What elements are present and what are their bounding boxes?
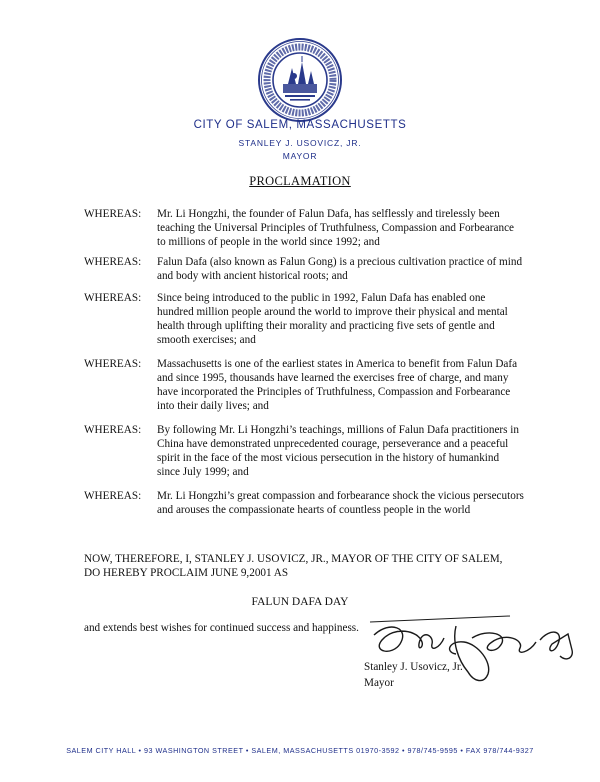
clause-keyword: WHEREAS: (84, 292, 142, 304)
proclamation-statement: NOW, THEREFORE, I, STANLEY J. USOVICZ, JR., MAYOR OF THE CITY OF SALEM, DO HEREBY PROCLAIM JUNE 9,2001 AS (84, 553, 503, 579)
clause-keyword: WHEREAS: (84, 208, 142, 220)
letterhead-footer: SALEM CITY HALL • 93 WASHINGTON STREET • SALEM, MASSACHUSETTS 01970-3592 • 978/745-9595 • FAX 978/744-9327 (66, 746, 534, 755)
whereas-clause (84, 424, 524, 480)
whereas-clause (84, 256, 524, 284)
whereas-clause (84, 358, 524, 414)
document-title: PROCLAMATION (249, 174, 351, 188)
clause-keyword: WHEREAS: (84, 490, 142, 502)
whereas-clause (84, 292, 524, 348)
clause-text: Since being introduced to the public in 1992, Falun Dafa has enabled one hundred million people around the world to improve their physical and mental health through uplifting their morality and practicing five sets of gentle and smooth exercises; and (157, 292, 508, 346)
whereas-clause (84, 490, 524, 518)
clause-keyword: WHEREAS: (84, 256, 142, 268)
clause-keyword: WHEREAS: (84, 358, 142, 370)
clause-text: By following Mr. Li Hongzhi’s teachings, millions of Falun Dafa practitioners in China have demonstrated unprecedented courage, perseverance and a peaceful spirit in the face of the most vicious persecution in the history of humankind since July 1999; and (157, 424, 519, 478)
clause-text: Massachusetts is one of the earliest states in America to benefit from Falun Dafa and since 1995, thousands have learned the exercises free of charge, and many have incorporated the Principles of Truthfulness, Compassion and Forbearance into their daily lives; and (157, 358, 518, 412)
closing-wishes: and extends best wishes for continued success and happiness. (84, 622, 359, 634)
signatory-name: Stanley J. Usovicz, Jr. (364, 661, 463, 673)
proclaimed-day: FALUN DAFA DAY (251, 596, 349, 608)
clause-keyword: WHEREAS: (84, 424, 142, 436)
letterhead-mayor-title: MAYOR (282, 151, 318, 161)
clause-text: Mr. Li Hongzhi’s great compassion and forbearance shock the vicious persecutors and arouses the compassionate hearts of countless people in the world (157, 490, 524, 516)
clause-text: Falun Dafa (also known as Falun Gong) is a precious cultivation practice of mind and body with ancient historical roots; and (157, 256, 523, 282)
whereas-clause (84, 208, 524, 250)
signatory-title: Mayor (364, 677, 394, 689)
clause-text: Mr. Li Hongzhi, the founder of Falun Dafa, has selflessly and tirelessly been teaching the Universal Principles of Truthfulness, Compassion and Forbearance to millions of people in the world since 1992; and (157, 208, 514, 248)
letterhead-mayor-name: STANLEY J. USOVICZ, JR. (238, 138, 362, 148)
letterhead-city: CITY OF SALEM, MASSACHUSETTS (193, 119, 407, 131)
city-seal-icon (258, 38, 342, 122)
